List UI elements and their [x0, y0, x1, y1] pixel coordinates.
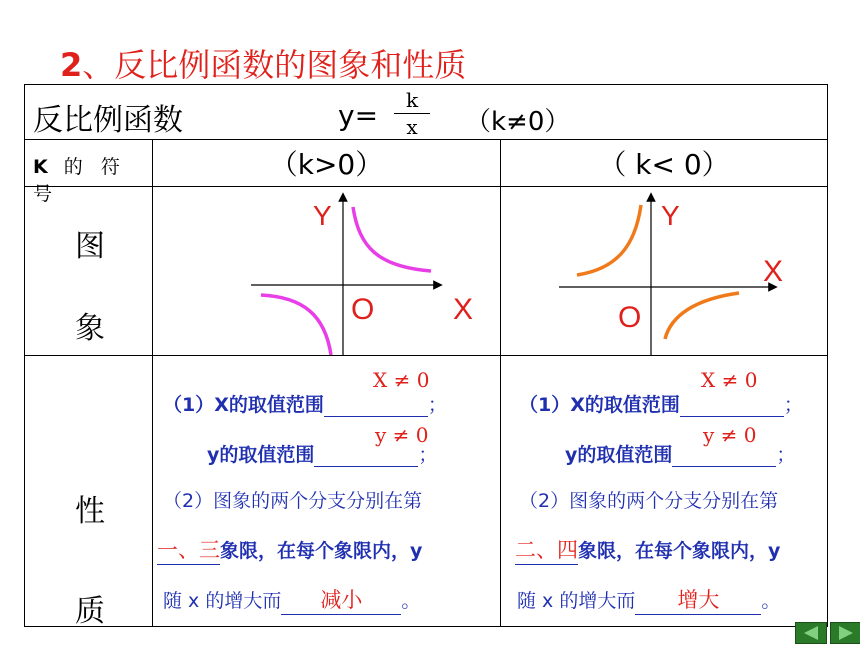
formula-y: y=: [338, 99, 379, 132]
quadrant-blank: 一、三: [157, 534, 220, 565]
props-positive-cell: [153, 356, 501, 627]
next-slide-button[interactable]: [830, 622, 860, 644]
quadrant-intro: （2）图象的两个分支分别在第: [163, 490, 423, 512]
props-negative-cell: [501, 356, 828, 627]
formula-condition: （k≠0）: [465, 107, 571, 137]
y-range-line: y的取值范围 ；: [565, 444, 796, 466]
y-range-answer: y ≠ 0: [703, 423, 757, 447]
graph-label-top: 图: [75, 229, 105, 264]
graph-label-cell: [25, 187, 153, 356]
trend-blank: 减小: [281, 584, 401, 615]
y-range-blank: [672, 444, 776, 467]
y-axis-label: Y: [313, 200, 332, 231]
x-axis-label: X: [453, 293, 474, 326]
y-range-answer: y ≠ 0: [375, 423, 429, 447]
x-range-blank: [680, 394, 784, 417]
x-range-line: （1）X的取值范围 ；: [163, 394, 447, 416]
fraction-bar: [394, 113, 430, 114]
y-range-line: y的取值范围 ；: [207, 444, 438, 466]
fraction-numerator: k: [405, 88, 419, 112]
trend-line: 随 x 的增大而 减小 。: [163, 584, 420, 615]
curve-quadrant-3: [261, 295, 331, 355]
origin-label: O: [618, 301, 642, 334]
quadrant-blank: 二、四: [515, 534, 578, 565]
formula-fraction: [390, 89, 434, 138]
properties-table: [24, 84, 828, 627]
page-title: 2、反比例函数的图象和性质: [60, 46, 467, 84]
k-negative-header: （ k< 0）: [501, 140, 828, 187]
k-positive-header: （k>0）: [153, 140, 501, 187]
x-axis-label: X: [763, 255, 784, 288]
sign-label: K 的 符 号: [33, 156, 126, 205]
quadrant-intro: （2）图象的两个分支分别在第: [519, 490, 779, 512]
graph-positive-cell: [153, 187, 501, 356]
function-name: 反比例函数: [33, 103, 183, 138]
origin-label: O: [351, 293, 375, 326]
curve-quadrant-4: [665, 293, 739, 339]
y-range-blank: [314, 444, 418, 467]
fraction-denominator: x: [406, 115, 418, 139]
props-label-cell: [25, 356, 153, 627]
quadrant-line: 一、三象限，在每个象限内，y: [157, 534, 422, 565]
trend-line: 随 x 的增大而 增大 。: [517, 584, 780, 615]
props-label-bottom: 质: [75, 594, 105, 629]
graph-positive: [153, 187, 501, 355]
y-axis-label: Y: [661, 200, 680, 231]
props-label-top: 性: [75, 494, 105, 529]
left-arrow-icon: [796, 623, 826, 643]
x-range-answer: X ≠ 0: [701, 368, 758, 392]
x-range-blank: [324, 394, 428, 417]
curve-quadrant-1: [353, 207, 431, 271]
x-range-answer: X ≠ 0: [373, 368, 430, 392]
x-range-line: （1）X的取值范围 ；: [519, 394, 803, 416]
prev-slide-button[interactable]: [795, 622, 827, 644]
graph-label-bottom: 象: [75, 311, 105, 346]
sign-label-cell: [25, 140, 153, 205]
graph-negative: [501, 187, 828, 355]
curve-quadrant-2: [577, 205, 641, 275]
graph-negative-cell: [501, 187, 828, 356]
header-row: [25, 85, 828, 140]
quadrant-line: 二、四象限，在每个象限内，y: [515, 534, 780, 565]
trend-blank: 增大: [635, 584, 761, 615]
right-arrow-icon: [831, 623, 860, 643]
